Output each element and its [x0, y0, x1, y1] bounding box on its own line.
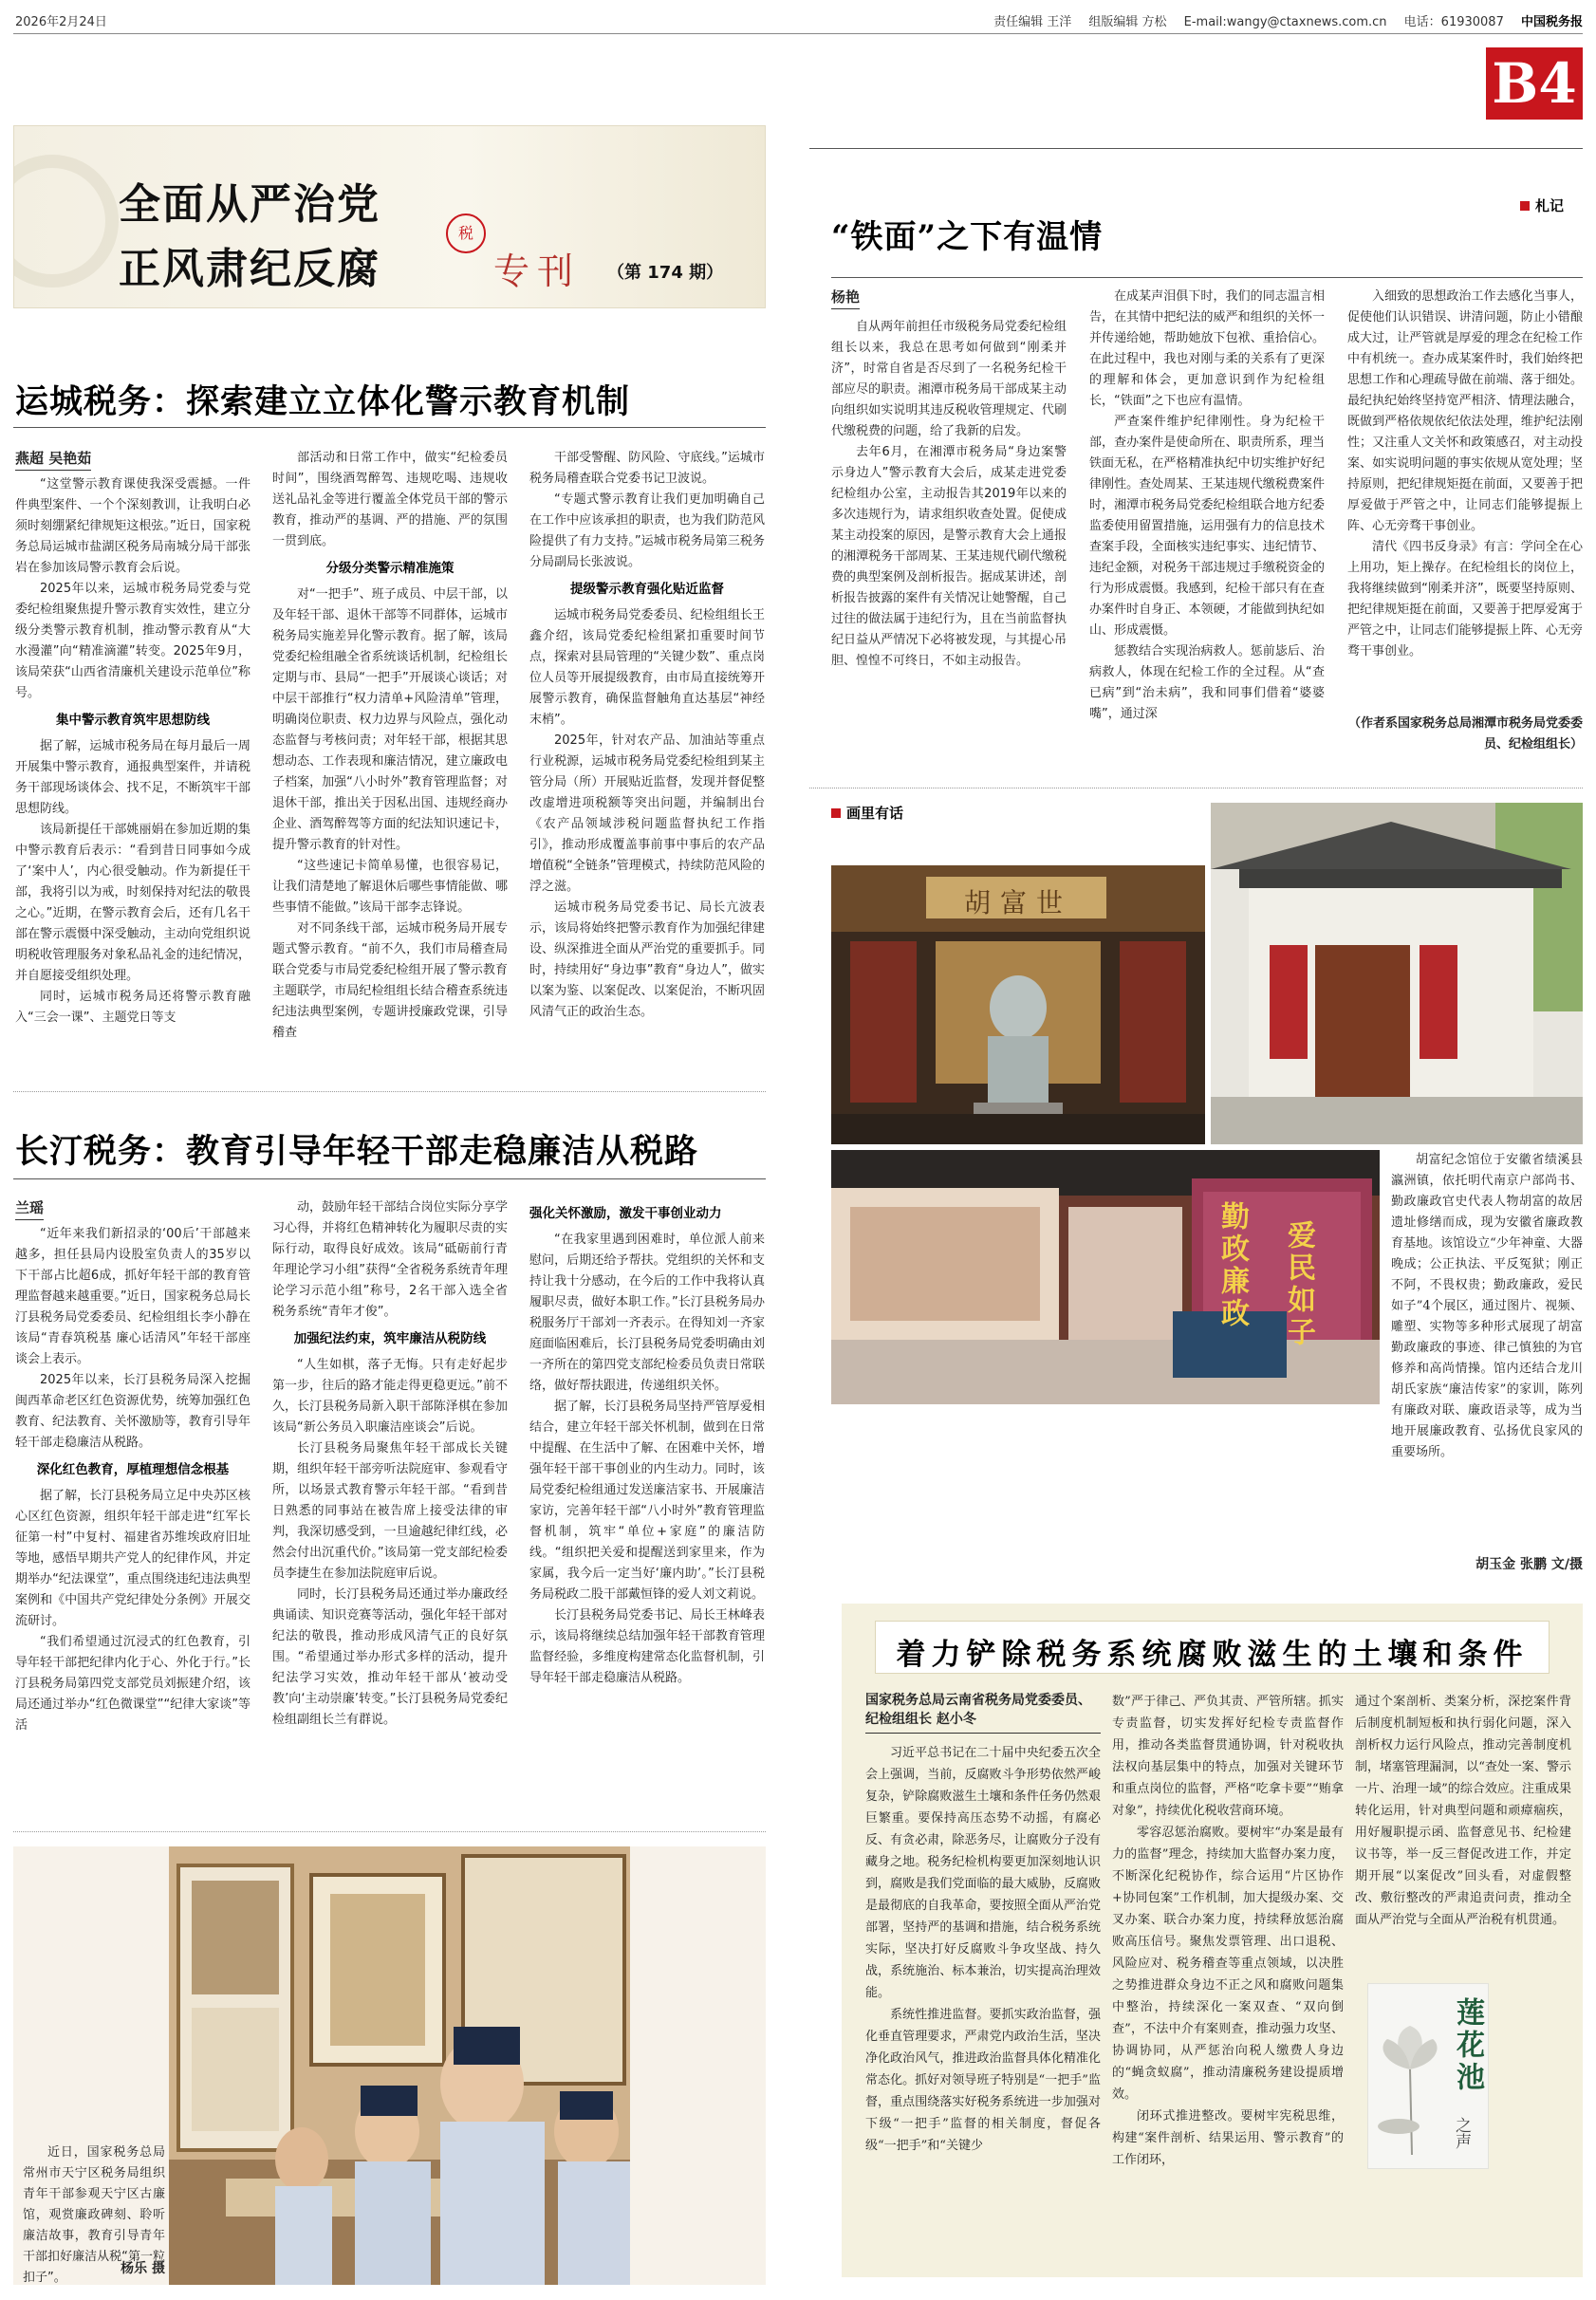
zhaji-tag [1520, 195, 1564, 215]
zhaji-byline [831, 287, 860, 309]
paragraph: 入细致的思想政治工作去感化当事人，促使他们认识错误、讲清问题，防止小错酿成大过，让严管就是厚爱的理念在纪检工作中有机统一。查办成某案件时，我们始终把思想工作和心理疏导做在前端、落于细处。最纪执纪始终坚持宽严相济、情理法融合，既做到严格依规依纪依法处理，维护纪法刚性；又注重人文关怀和政策感召，对主动投案、如实说明问题的事实依规从宽处理；坚持原则，把纪律规矩挺在前面，又要善于把厚爱做于严管之中，让同志们能够提振上阵、心无旁骛干事创业。 [1347, 289, 1583, 533]
paragraph: 自从两年前担任市级税务局党委纪检组组长以来，我总在思考如何做到“刚柔并济”，时常自省是否尽到了一名税务纪检干部应尽的职责。湘潭市税务局干部成某主动向组织如实说明其违反税收管理规定、代刷代缴税费的问题，给了我新的启发。 [831, 320, 1067, 438]
paragraph: 习近平总书记在二十届中央纪委五次全会上强调，当前，反腐败斗争形势依然严峻复杂，铲除腐败滋生土壤和条件任务仍然艰巨繁重。要保持高压态势不动摇，有腐必反、有贪必肃，除恶务尽，让腐败分子没有藏身之地。税务纪检机构要更加深刻地认识到，腐败是我们党面临的最大威胁，反腐败是最彻底的自我革命，要按照全面从严治党部署，坚持严的基调和措施，结合税务系统实际，坚决打好反腐败斗争攻坚战、持久战，系统施治、标本兼治，切实提高治理效能。 [865, 1746, 1101, 2000]
paragraph: 严查案件维护纪律刚性。身为纪检干部，查办案件是使命所在、职责所系，理当铁面无私，在严格精准执纪中切实维护好纪律刚性。查处周某、王某违规代缴税费案件时，湘潭市税务局党委纪检组联合地方纪委监委使用留置措施，运用强有力的信息技术查案手段，全面核实违纪事实、违纪情节、违纪金额，对税务干部违规过手缴税资金的行为形成震慑。我感到，纪检干部只有在查办案件时自身正、本领硬，才能做到执纪如山、形成震慑。 [1089, 415, 1325, 638]
paragraph: “专题式警示教育让我们更加明确自己在工作中应该承担的职责，也为我们防范风险提供了有力支持。”运城市税务局第三税务分局副局长张波说。 [529, 492, 765, 569]
paragraph: 数”严于律己、严负其责、严管所辖。抓实专责监督，切实发挥好纪检专责监督作用，推动各类监督贯通协调，针对税收执法权向基层集中的特点，加强对关键环节和重点岗位的监督，严格“吃拿卡要”“贿拿对象”，持续优化税收营商环境。 [1112, 1695, 1344, 1818]
zhaji-col3 [1347, 287, 1583, 714]
pic1-sign: 胡富世 [963, 887, 1072, 918]
article1-col1 [15, 474, 251, 1072]
photo1-caption: 近日，国家税务总局常州市天宁区税务局组织青年干部参观天宁区古廉馆，观赏廉政碑刻、聆听廉洁故事，教育引导青年干部扣好廉洁从税“第一粒扣子”。 [23, 2145, 165, 2285]
phone: 电话：61930087 [1403, 15, 1504, 29]
article1-subhead-3: 提级警示教育强化贴近监督 [570, 582, 724, 597]
paragraph: 同时，运城市税务局还将警示教育融入“三会一课”、主题党日等支 [15, 990, 251, 1025]
article2-col3 [529, 1197, 765, 1812]
paragraph: “我们希望通过沉浸式的红色教育，引导年轻干部把纪律内化于心、外化于行。”长汀县税务局第四党支部党员刘振建介绍，该局还通过举办“红色微课堂”“纪律大家谈”等活 [15, 1635, 251, 1733]
article1-title: 运城税务：探索建立立体化警示教育机制 [15, 382, 631, 421]
paper-name: 中国税务报 [1520, 15, 1583, 29]
paragraph: 据了解，长汀县税务局立足中央苏区核心区红色资源，组织年轻干部走进“红军长征第一村”中复村、福建省苏维埃政府旧址等地，感悟早期共产党人的纪律作风，并定期举办“纪法课堂”，重点围绕违纪违法典型案例和《中国共产党纪律处分条例》开展交流研讨。 [15, 1489, 251, 1628]
article2-col2 [272, 1197, 508, 1812]
page-number: B4 [1486, 47, 1583, 120]
pic3-right: 爱民如子 [1282, 1220, 1315, 1349]
article2-author: 兰瑶 [15, 1197, 44, 1220]
lotus-subtitle: 之声 [1452, 2117, 1471, 2149]
paragraph: 长汀县税务局聚焦年轻干部成长关键期，组织年轻干部旁听法院庭审、参观看守所，以场景式教育警示年轻干部。“看到昔日熟悉的同事站在被告席上接受法律的审判，我深切感受到，一旦逾越纪律红线，必然会付出沉重代价。”该局第一党支部纪检委员李捷生在参加法院庭审后说。 [272, 1441, 508, 1581]
photo-exhibition-hall [831, 1150, 1380, 1404]
paragraph: 在成某声泪俱下时，我们的同志温言相告，在其情中把纪法的威严和组织的关怀一并传递给她，帮助她放下包袱、重拾信心。在此过程中，我也对刚与柔的关系有了更深的理解和体会，更加意识到作为纪检组长，“铁面”之下也应有温情。 [1089, 289, 1325, 408]
zhaji-tag-label: 札记 [1535, 197, 1565, 214]
paragraph: “人生如棋，落子无悔。只有走好起步第一步，往后的路才能走得更稳更远。”前不久，长汀县税务局新入职干部陈泽棋在参加该局“新公务员入职廉洁座谈会”后说。 [272, 1358, 508, 1435]
commentary-title: 着力铲除税务系统腐败滋生的土壤和条件 [896, 1638, 1529, 1672]
paragraph: 零容忍惩治腐败。要树牢“办案是最有力的监督”理念，持续加大监督办案力度，不断深化纪税协作，综合运用“片区协作+协同包案”工作机制，加大提级办案、交叉办案、联合办案力度，持续释放惩治腐败高压信号。聚焦发票管理、出口退税、风险应对、税务稽查等重点领域，以决胜之势推进群众身边不正之风和腐败问题集中整治，持续深化一案双查、“双向倒查”，不法中介有案则查，推动强力攻坚、协调协同，从严惩治向税人缴费人身边的“蝇贪蚁腐”，推动清廉税务建设提质增效。 [1112, 1826, 1344, 2102]
article1-byline [15, 448, 91, 471]
article2-title: 长汀税务：教育引导年轻干部走稳廉洁从税路 [15, 1132, 699, 1171]
article2-subhead-3: 强化关怀激励，激发干事创业动力 [529, 1206, 722, 1221]
paragraph: 清代《四书反身录》有言：学问全在心上用功，矩上操存。在纪检组长的岗位上，我将继续做到“刚柔并济”，既要坚持原则、把纪律规矩挺在前面，又要善于把厚爱寓于严管之中，让同志们能够提振上阵、心无旁骛干事创业。 [1347, 540, 1583, 658]
article2-col1 [15, 1224, 251, 1812]
commentary-author: 国家税务总局云南省税务局党委委员、纪检组组长 赵小冬 [865, 1691, 1101, 1734]
huali-credit: 胡玉金 张鹏 文/摄 [1475, 1557, 1583, 1572]
paragraph: 对“一把手”、班子成员、中层干部，以及年轻干部、退休干部等不同群体，运城市税务局实施差异化警示教育。据了解，该局党委纪检组融全省系统谈话机制，纪检组长定期与市、县局“一把手”开展谈心谈话；对中层干部推行“权力清单+风险清单”管理，明确岗位职责、权力边界与风险点，强化动态监督与考核问责；对年轻干部，根据其思想动态、工作表现和廉洁情况，建立廉政电子档案，加强“八小时外”教育管理监督；对退休干部，推出关于因私出国、违规经商办企业、酒驾醉驾等方面的纪法知识速记卡，提升警示教育的针对性。 [272, 587, 508, 852]
article2-subhead-2: 加强纪法约束，筑牢廉洁从税防线 [293, 1331, 487, 1346]
banner-issue: （第 174 期） [607, 263, 724, 283]
article1-col3 [529, 448, 765, 1072]
paragraph: “在我家里遇到困难时，单位派人前来慰问，后期还给予帮扶。党组织的关怀和支持让我十分感动，在今后的工作中我将认真履职尽责，做好本职工作。”长汀县税务局办税服务厅干部刘一齐表示。在得知刘一齐家庭面临困难后，长汀县税务局党委明确由刘一齐所在的第四党支部纪检委员负责日常联络，做好帮扶跟进，传递组织关怀。 [529, 1233, 765, 1393]
email: E-mail:wangy@ctaxnews.com.cn [1183, 15, 1387, 29]
commentary-col2 [1112, 1691, 1344, 2273]
paragraph: 系统性推进监督。要抓实政治监督，强化垂直管理要求，严肃党内政治生活，坚决净化政治风气，推进政治监督具体化精准化常态化。抓好对领导班子特别是“一把手”监督，重点围绕落实好税务系统进一步加强对下级“一把手”监督的相关制度，督促各级“一把手”和“关键少 [865, 2008, 1101, 2153]
article1-col2 [272, 448, 508, 1072]
paragraph: 该局新提任干部姚丽娟在参加近期的集中警示教育后表示：“看到昔日同事如今成了‘案中人’，内心很受触动。作为新提任干部，我将引以为戒，时刻保持对纪法的敬畏之心。”近期，在警示教育会后，还有几名干部在警示震慑中深受触动，主动向党组织说明税收管理服务对象私品礼金的违纪情况，并自愿接受组织处理。 [15, 823, 251, 983]
divider [13, 1091, 766, 1092]
paragraph: 干部受警醒、防风险、守底线。”运城市税务局稽查联合党委书记卫波说。 [529, 451, 765, 486]
paragraph: 同时，长汀县税务局还通过举办廉政经典诵读、知识竞赛等活动，强化年轻干部对纪法的敬畏，推动形成风清气正的良好氛围。“希望通过举办形式多样的活动，提升纪法学习实效，推动年轻干部从‘被动受教’向‘主动崇廉’转变。”长汀县税务局党委纪检组副组长兰有群说。 [272, 1587, 508, 1727]
divider [13, 1178, 766, 1179]
divider [13, 1831, 766, 1832]
commentary-col3 [1355, 1691, 1571, 1975]
paragraph: 长汀县税务局党委书记、局长王林峰表示，该局将继续总结加强年轻干部教育管理监督经验，多维度构建常态化监督机制，引导年轻干部走稳廉洁从税路。 [529, 1608, 765, 1685]
special-banner [13, 125, 766, 308]
paragraph: 部活动和日常工作中，做实“纪检委员时间”，围绕酒驾醉驾、违规吃喝、违规收送礼品礼金等进行覆盖全体党员干部的警示教育，推动严的基调、严的措施、严的氛围一贯到底。 [272, 451, 508, 548]
paragraph: 去年6月，在湘潭市税务局“身边案警示身边人”警示教育大会后，成某走进党委纪检组办公室，主动报告其2019年以来的多次违规行为，请求组织收查处置。促使成某主动投案的原因，是警示教育大会上通报的湘潭税务干部周某、王某违规代刷代缴税费的典型案例及剖析报告。据成某讲述，剖析报告披露的案件有关情况让她警醒，自己过往的做法属于违纪行为，且在当前监督执纪日益从严情况下必将被发现，与其提心吊胆、惶惶不可终日，不如主动报告。 [831, 445, 1067, 668]
huali-caption: 胡富纪念馆位于安徽省绩溪县瀛洲镇，依托明代南京户部尚书、勤政廉政官史代表人物胡富的故居遗址修缮而成，现为安徽省廉政教育基地。该馆设立“少年神童、大器晚成；公正执法、平反冤狱；刚正不阿，不畏权贵；勤政廉政，爱民如子”4个展区，通过图片、视频、雕塑、实物等多种形式展现了胡富勤政廉政的事迹、律己慎独的为官修养和高尚情操。馆内还结合龙川胡氏家族“廉洁传家”的家训，陈列有廉政对联、廉政语录等，成为当地开展廉政教育、弘扬优良家风的重要场所。 [1391, 1153, 1583, 1459]
article2-byline [15, 1197, 44, 1220]
paragraph: 通过个案剖析、类案分析，深挖案件背后制度机制短板和执行弱化问题，深入剖析权力运行风险点，推动完善制度机制，堵塞管理漏洞，以“查处一案、警示一片、治理一域”的综合效应。注重成果转化运用，针对典型问题和顽瘴痼疾，用好履职提示函、监督意见书、纪检建议书等，举一反三督促改进工作，并定期开展“以案促改”回头看，对虚假整改、敷衍整改的严肃追责问责，推动全面从严治党与全面从严治税有机贯通。 [1355, 1695, 1571, 1927]
paragraph: 2025年以来，运城市税务局党委与党委纪检组聚焦提升警示教育实效性，建立分级分类警示教育机制，推动警示教育从“大水漫灌”向“精准滴灌”转变。2025年9月，该局荣获“山西省清廉机关建设示范单位”称号。 [15, 582, 251, 700]
paragraph: “这堂警示教育课使我深受震撼。一件件典型案件、一个个深刻教训，让我明白必须时刻绷紧纪律规矩这根弦。”近日，国家税务总局运城市盐湖区税务局南城分局干部张岩在参加该局警示教育会后说。 [15, 477, 251, 575]
zhaji-col1 [831, 317, 1067, 776]
lotus-icon [1374, 2022, 1446, 2155]
paragraph: 动，鼓励年轻干部结合岗位实际分享学习心得，并将红色精神转化为履职尽责的实际行动，取得良好成效。该局“砥砺前行青年理论学习小组”获得“全省税务系统青年理论学习示范小组”称号，2名干部入选全省税务系统“青年才俊”。 [272, 1200, 508, 1319]
commentary-col1 [865, 1742, 1101, 2273]
huali-tag-label: 画里有话 [846, 805, 904, 822]
header-meta [980, 11, 1583, 29]
paragraph: 运城市税务局党委书记、局长亢波表示，该局将始终把警示教育作为加强纪律建设、纵深推进全面从严治党的重要抓手。同时，持续用好“身边事”教育“身边人”，做实以案为鉴、以案促改、以案促治，不断巩固风清气正的政治生态。 [529, 900, 765, 1019]
divider [13, 427, 766, 428]
banner-zhuankan: 专刊 [493, 250, 582, 292]
paragraph: 据了解，长汀县税务局坚持严管厚爱相结合，建立年轻干部关怀机制，做到在日常中提醒、在生活中了解、在困难中关怀，增强年轻干部干事创业的内生动力。同时，该局党委纪检组通过发送廉洁家书、开展廉洁家访，完善年轻干部“八小时外”教育管理监督机制，筑牢“单位+家庭”的廉洁防线。“组织把关爱和提醒送到家里来，作为家属，我今后一定当好‘廉内助’。”长汀县税务局税政二股干部戴恒锋的爱人刘文莉说。 [529, 1400, 765, 1602]
responsible-editor: 责任编辑 王洋 [993, 15, 1072, 29]
article1-author: 燕超 吴艳茹 [15, 448, 91, 471]
issue-date: 2026年2月24日 [15, 15, 107, 29]
paragraph: 运城市税务局党委委员、纪检组组长王鑫介绍，该局党委纪检组紧扣重要时间节点，探索对县局管理的“关键少数”、重点岗位人员等开展提级教育，由市局直接统筹开展警示教育，确保监督触角直达基层“神经末梢”。 [529, 608, 765, 727]
lotus-title: 莲花池 [1451, 1997, 1484, 2094]
divider [809, 148, 1583, 149]
paragraph: “近年来我们新招录的‘00后’干部越来越多，担任县局内设股室负责人的35岁以下干部占比超6成，抓好年轻干部的教育管理监督越来越重要。”近日，国家税务总局长汀县税务局党委委员、纪检组组长李小静在该局“青春筑税基 廉心话清风”年轻干部座谈会上表示。 [15, 1227, 251, 1366]
zhaji-col2 [1089, 287, 1325, 776]
divider [831, 277, 1583, 278]
paragraph: 据了解，运城市税务局在每月最后一周开展集中警示教育，通报典型案件，并请税务干部现场谈体会、找不足，不断筑牢干部思想防线。 [15, 739, 251, 816]
tag-marker-icon [1520, 201, 1530, 211]
huali-tag [831, 803, 903, 823]
page-header [13, 8, 1583, 34]
banner-line-2: 正风肃纪反腐 [119, 245, 380, 293]
layout-editor: 组版编辑 方松 [1088, 15, 1167, 29]
pic3-left: 勤政廉政 [1216, 1201, 1249, 1330]
article1-subhead-2: 分级分类警示精准施策 [325, 561, 455, 576]
zhaji-title: “铁面”之下有温情 [831, 218, 1104, 256]
photo-memorial-hall [831, 865, 1205, 1144]
photo-changzhou [169, 1846, 630, 2285]
article1-subhead-1: 集中警示教育筑牢思想防线 [56, 713, 210, 728]
paragraph: 2025年以来，长汀县税务局深入挖掘闽西革命老区红色资源优势，统筹加强红色教育、纪法教育、关怀激励等，教育引导年轻干部走稳廉洁从税路。 [15, 1373, 251, 1450]
photo1-credit: 杨乐 摄 [121, 2261, 165, 2276]
paragraph: 对不同条线干部，运城市税务局开展专题式警示教育。“前不久，我们市局稽查局联合党委与市局党委纪检组开展了警示教育主题联学，市局纪检组组长结合稽查系统违纪违法典型案例，专题讲授廉政党课，引导稽查 [272, 921, 508, 1040]
paragraph: 闭环式推进整改。要树牢宪税思维，构建“案件剖析、结果运用、警示教育”的工作闭环， [1112, 2109, 1344, 2167]
zhaji-author: 杨艳 [831, 287, 860, 309]
paragraph: 惩教结合实现治病救人。惩前毖后、治病救人，体现在纪检工作的全过程。从“查已病”到“治未病”，我和同事们借着“婆婆嘴”，通过深 [1089, 644, 1325, 721]
zhaji-signoff: （作者系国家税务总局湘潭市税务局党委委员、纪检组组长） [1347, 716, 1583, 751]
paragraph: “这些速记卡简单易懂，也很容易记，让我们清楚地了解退休后哪些事情能做、哪些事情不能做。”该局干部李志锋说。 [272, 859, 508, 915]
banner-seal: 税 [446, 213, 486, 253]
paragraph: 2025年，针对农产品、加油站等重点行业税源，运城市税务局党委纪检组到某主管分局（所）开展贴近监督，发现并督促整改虚增进项税额等突出问题，并编制出台《农产品领域涉税问题监督执纪工作指引》，推动形成覆盖事前事中事后的农产品增值税“全链条”管理模式，持续防范风险的浮之滋。 [529, 733, 765, 894]
lotus-pond-logo [1367, 1983, 1489, 2169]
photo-memorial-gate [1211, 803, 1583, 1144]
tag-marker-icon [831, 808, 841, 818]
article2-subhead-1: 深化红色教育，厚植理想信念根基 [36, 1462, 230, 1477]
banner-line-1: 全面从严治党 [119, 180, 380, 229]
banner-decoration [13, 155, 119, 288]
